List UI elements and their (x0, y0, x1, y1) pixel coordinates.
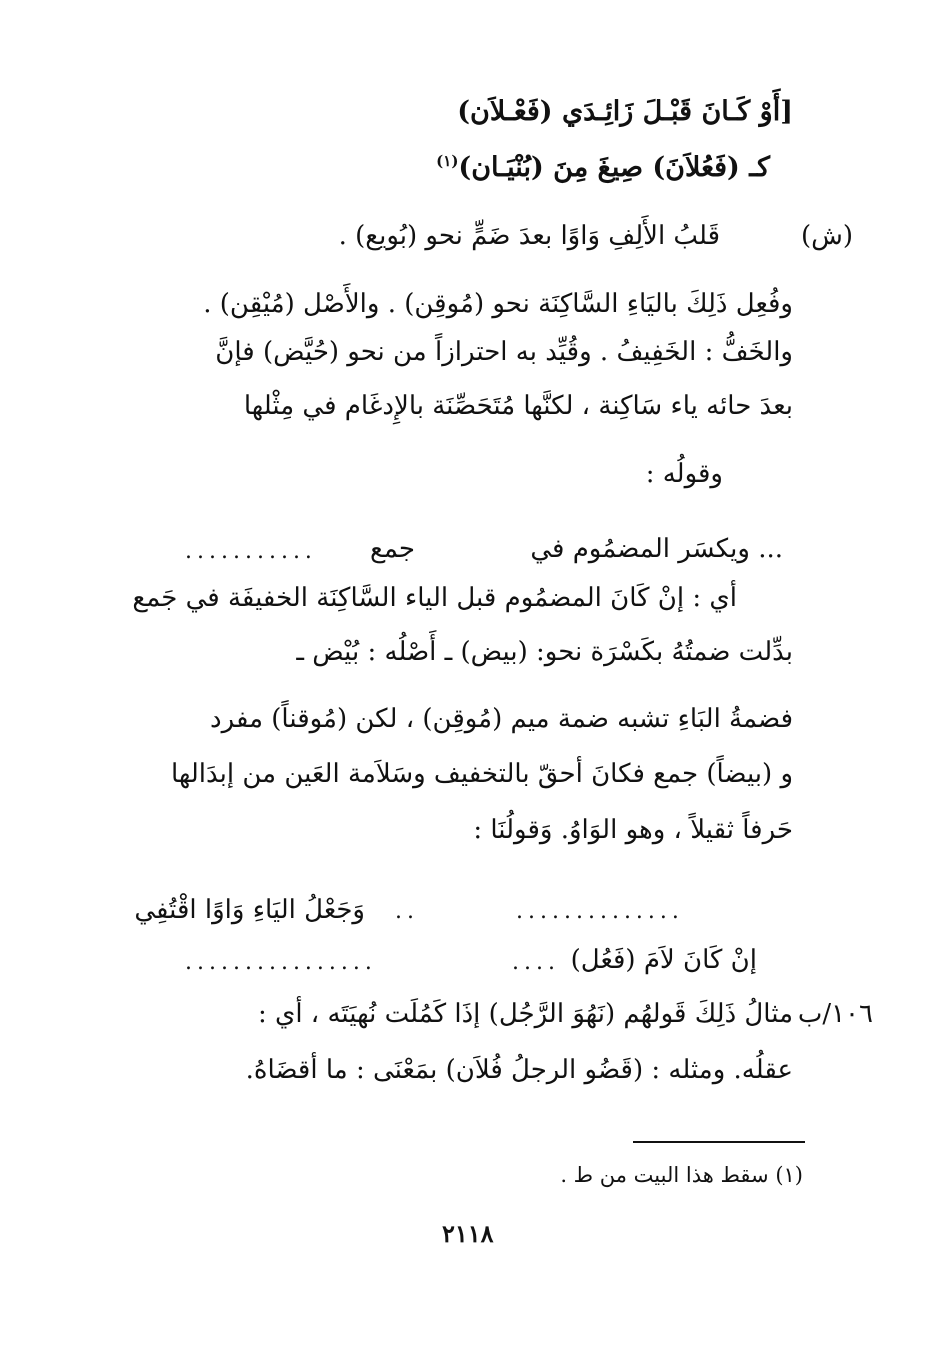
commentary-label: (ش) (800, 221, 853, 251)
verse-line-1: [أَوْ كَـانَ قَبْـلَ زَائِـدَي (فَعْـلاَن) (457, 96, 793, 127)
quote-2-dots-right: .............. (516, 899, 684, 924)
body-line-4: بعدَ حائه ياء سَاكِنة ، لكنَّها مُتَحَصِّنَة بالإِدغَام في مِثْلها (243, 391, 793, 421)
footnote-separator (633, 1141, 805, 1143)
quote-1-word: جمع (370, 534, 415, 564)
quote-2-line-2-dots-left: ................ (185, 950, 377, 975)
body3-line-2: عقلُه. ومثله : (قَضُو الرجلُ فُلاَن) بمَعْنَى : ما أقضَاهُ. (245, 1055, 793, 1085)
body2-line-1: أي : إنْ كَانَ المضمُوم قبل الياء السَّاكِنَة الخفيفَة في جَمع (132, 583, 737, 613)
body2-line-4: و (بيضاً) جمع فكانَ أحقّ بالتخفيف وسَلاَمة العَين من إبدَالها (170, 759, 793, 789)
body3-line-1: مثالُ ذَلِكَ قَولهُم (نَهُوَ الرَّجُل) إذَا كَمُلَت نُهيَتَه ، أي : (257, 999, 793, 1029)
body-line-2: وفُعِل ذَلِكَ باليَاءِ السَّاكِنَة نحو (مُوقِن) . والأَصْل (مُيْقِن) . (203, 289, 793, 319)
verse-line-2 (436, 146, 770, 190)
margin-reference: ١٠٦/ب (797, 999, 873, 1029)
footnote-marker: (١) (436, 152, 459, 170)
page-number: ٢١١٨ (442, 1219, 494, 1248)
quote-2-line-2: إنْ كَانَ لاَمَ (فَعُل) (570, 945, 757, 975)
quote-1-text: ... ويكسَر المضمُوم في (530, 534, 783, 564)
quote-2-line-2-dots: .... (512, 950, 560, 975)
quote-2-line-1: وَجَعْلُ اليَاءِ وَاوًا اقْتُفِي (134, 895, 365, 925)
body2-line-5: حَرفاً ثقيلاً ، وهو الوَاوُ. وَقولُنَا : (473, 815, 793, 845)
quote-1-dots: ........... (185, 539, 317, 564)
verse-line-2-text: كـ (فَعُلاَنَ) صِيغَ مِنَ (بُنْيَـان) (458, 152, 770, 183)
body-line-1: قَلبُ الأَلِفِ وَاوًا بعدَ ضَمٍّ نحو (بُويع) . (338, 221, 720, 251)
footnote-text: (١) سقط هذا البيت من ط . (560, 1163, 803, 1187)
quote-2-dots-mid: .. (395, 899, 419, 924)
body-line-3: والخَفُّ : الخَفِيفُ . وقُيِّد به احترازاً من نحو (حُيَّض) فإنَّ (215, 337, 793, 367)
body-line-5: وقولُه : (645, 459, 723, 489)
body2-line-2: بدِّلت ضمتُهُ بكَسْرَة نحو: (بيض) ـ أَصْلُه : بُيْض ـ (296, 637, 793, 667)
body2-line-3: فضمةُ البَاءِ تشبه ضمة ميم (مُوقِن) ، لكن (مُوقناً) مفرد (210, 704, 793, 734)
